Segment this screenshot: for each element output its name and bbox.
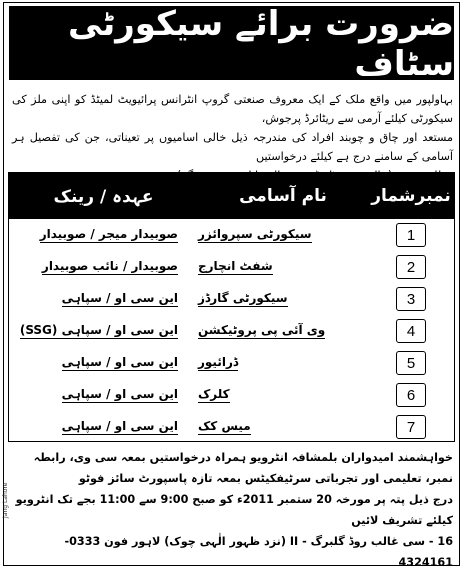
- footer-line-2: درج ذیل پتہ پر مورخہ 20 ستمبر 2011ء کو صبح 9:00 سے 11:00 بجے تک انٹرویو کیلئے تشریف لائیں: [15, 493, 453, 527]
- table-row: [9, 251, 454, 283]
- intro-line-2: مستعد اور چاق و چوبند افراد کی مندرجہ ذیل خالی اسامیوں پر تعیناتی، جن کی تفصیل ہر آسامی کے سامنے درج ہے کیلئے درخواستیں: [12, 131, 453, 163]
- table-row: [9, 315, 454, 347]
- post-name: ڈرائیور: [198, 355, 239, 369]
- post-name: میس کک: [198, 419, 251, 433]
- row-number: 2: [396, 255, 426, 279]
- vacancy-table: [8, 172, 455, 442]
- footer-line-1: خواہشمند امیدواران بلمشافہ انٹرویو ہمراہ درخواستیں بمعہ سی وی، رابطہ نمبر، تعلیمی اور تجرباتی سرٹیفکیٹس بمعہ تازہ پاسپورٹ سائز فوٹو: [33, 451, 453, 485]
- row-number: 1: [396, 223, 426, 247]
- header-rank: عہدہ / رینک: [53, 186, 154, 207]
- row-number: 5: [396, 351, 426, 375]
- page-title: ضرورت برائے سیکورٹی سٹاف: [9, 6, 454, 80]
- rank-name: این سی او / سپاہی (SSG): [19, 323, 178, 337]
- table-row: [9, 379, 454, 411]
- intro-line-1: بہاولپور میں واقع ملک کے ایک معروف صنعتی گروپ انٹرانس پرائیویٹ لمیٹڈ کو اپنی ملز کی سیکورٹی کیلئے آرمی سے ریٹائرڈ پرجوش،: [12, 93, 453, 125]
- footer-instructions: [12, 447, 453, 569]
- header: [3, 3, 460, 83]
- row-number: 6: [396, 383, 426, 407]
- table-row: [9, 347, 454, 379]
- post-name: شفٹ انچارج: [198, 259, 273, 273]
- intro-paragraph: [12, 90, 453, 170]
- table-row: [9, 283, 454, 315]
- rank-name: این سی او / سپاہی: [61, 291, 178, 305]
- table-row: [9, 411, 454, 443]
- table-row: [9, 219, 454, 251]
- rank-name: صوبیدار میجر / صوبیدار: [39, 227, 178, 241]
- post-name: سیکورٹی سپروائزر: [198, 227, 312, 241]
- header-post: نام آسامی: [239, 186, 327, 206]
- post-name: سیکورٹی گارڈز: [198, 291, 288, 305]
- rank-name: این سی او / سپاہی: [61, 419, 178, 433]
- header-number: نمبرشمار: [371, 186, 451, 206]
- row-number: 7: [396, 415, 426, 439]
- post-name: وی آئی پی پروٹیکشن: [198, 323, 326, 337]
- rank-name: این سی او / سپاہی: [61, 387, 178, 401]
- rank-name: این سی او / سپاہی: [61, 355, 178, 369]
- row-number: 3: [396, 287, 426, 311]
- newspaper-reference: Jang Lahore: [2, 482, 9, 518]
- table-header: [9, 173, 454, 219]
- footer-line-3: 16 - سی غالب روڈ گلبرگ - II (نزد ظہور الٰہی چوک) لاہور فون 0333-4324161: [64, 535, 453, 569]
- post-name: کلرک: [198, 387, 230, 401]
- rank-name: صوبیدار / نائب صوبیدار: [41, 259, 178, 273]
- row-number: 4: [396, 319, 426, 343]
